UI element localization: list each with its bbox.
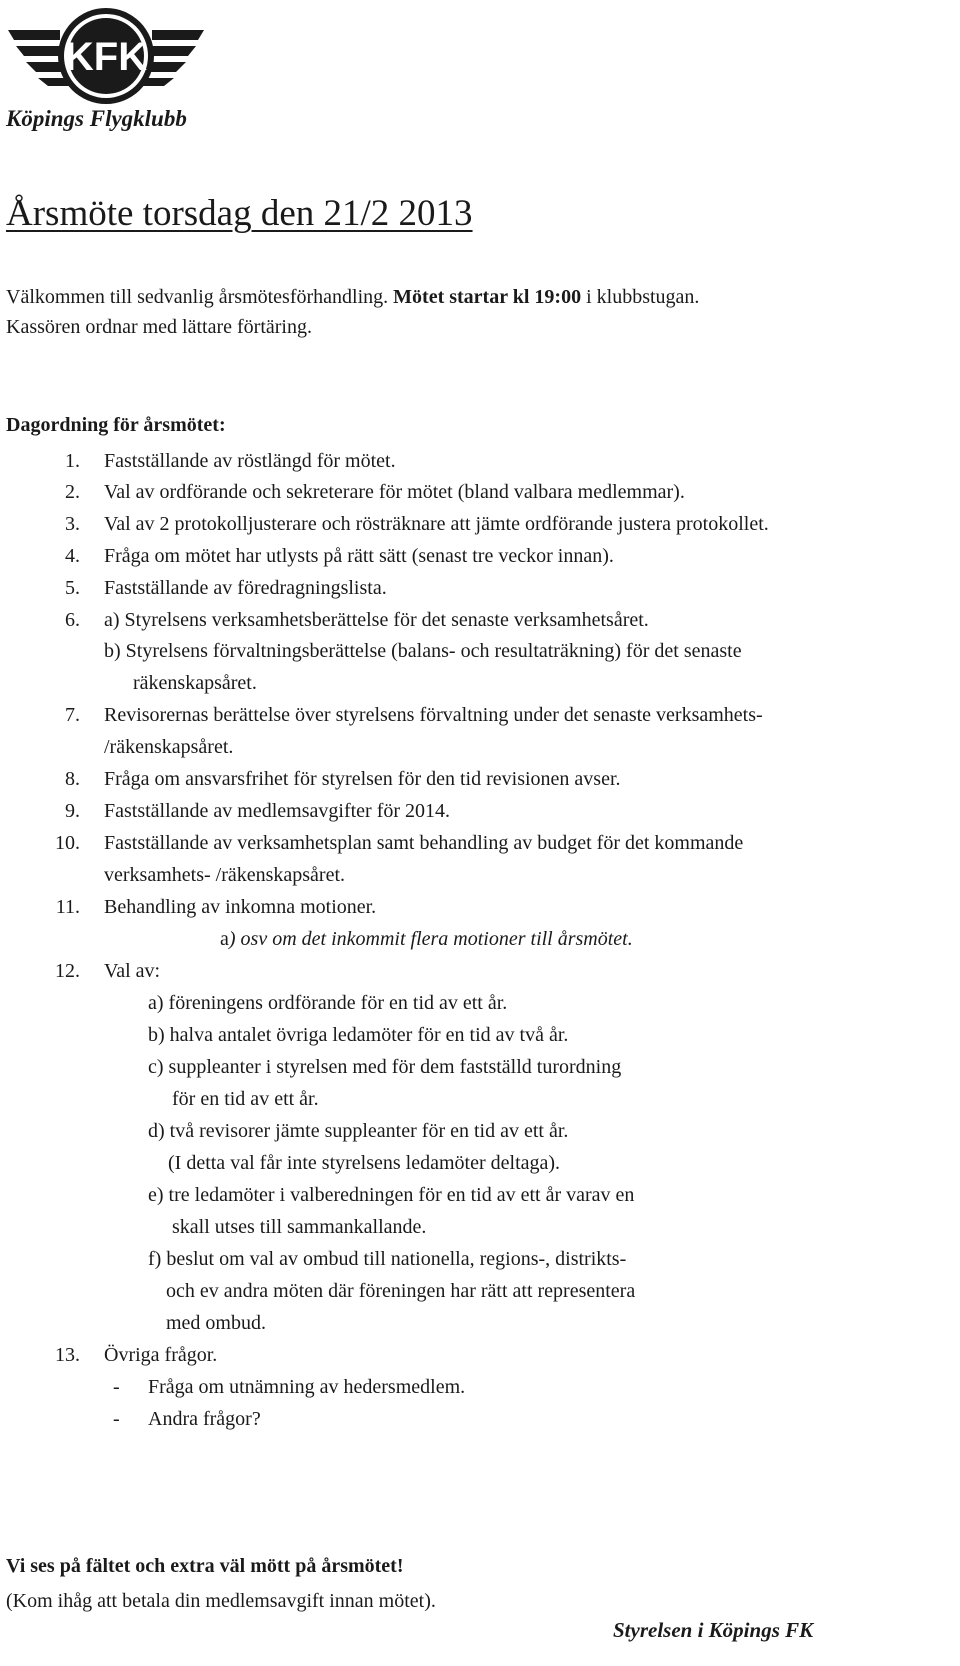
meeting-time: Mötet startar kl 19:00 — [393, 286, 582, 308]
agenda-item-11a — [220, 928, 633, 951]
agenda-item-12c: c) suppleanter i styrelsen med för dem fastställd turordning — [148, 1056, 622, 1078]
agenda-item-7-cont: /räkenskapsåret. — [104, 736, 234, 758]
agenda-item-13-bullet-2: Andra frågor? — [148, 1408, 261, 1430]
agenda-num-2: 2. — [65, 481, 80, 503]
agenda-item-13-bullet-1: Fråga om utnämning av hedersmedlem. — [148, 1376, 466, 1398]
agenda-item-12b: b) halva antalet övriga ledamöter för en tid av två år. — [148, 1024, 569, 1046]
agenda-item-9: Fastställande av medlemsavgifter för 2014. — [104, 800, 451, 822]
agenda-item-13: Övriga frågor. — [104, 1344, 218, 1366]
agenda-num-12: 12. — [55, 960, 80, 982]
agenda-item-12f: f) beslut om val av ombud till nationella, regions-, distrikts- — [148, 1248, 627, 1270]
agenda-item-6a: a) Styrelsens verksamhetsberättelse för det senaste verksamhetsåret. — [104, 609, 649, 631]
agenda-item-12a: a) föreningens ordförande för en tid av ett år. — [148, 992, 508, 1014]
agenda-item-11a-text: ) osv om det inkommit flera motioner till årsmötet. — [228, 928, 633, 950]
agenda-item-6b-cont: räkenskapsåret. — [133, 672, 257, 694]
agenda-item-12e-cont: skall utses till sammankallande. — [172, 1216, 427, 1238]
agenda-num-8: 8. — [65, 768, 80, 790]
intro-line-1 — [6, 286, 699, 309]
closing-line: Vi ses på fältet och extra väl mött på årsmötet! — [6, 1555, 404, 1577]
agenda-num-5: 5. — [65, 577, 80, 599]
agenda-item-11a-prefix: a — [220, 928, 229, 950]
agenda-item-5: Fastställande av föredragningslista. — [104, 577, 387, 599]
agenda-item-10-cont: verksamhets- /räkenskapsåret. — [104, 864, 346, 886]
club-logo-icon — [4, 4, 208, 108]
agenda-title: Dagordning för årsmötet: — [6, 414, 226, 436]
agenda-item-12: Val av: — [104, 960, 161, 982]
agenda-num-9: 9. — [65, 800, 80, 822]
club-name: Köpings Flygklubb — [6, 106, 187, 131]
agenda-num-13: 13. — [55, 1344, 80, 1366]
agenda-num-3: 3. — [65, 513, 80, 535]
agenda-item-3: Val av 2 protokolljusterare och rösträknare att jämte ordförande justera protokollet. — [104, 513, 769, 535]
agenda-num-11: 11. — [55, 896, 80, 918]
agenda-item-12e: e) tre ledamöter i valberedningen för en tid av ett år varav en — [148, 1184, 635, 1206]
agenda-item-12d: d) två revisorer jämte suppleanter för en tid av ett år. — [148, 1120, 569, 1142]
agenda-item-8: Fråga om ansvarsfrihet för styrelsen för den tid revisionen avser. — [104, 768, 621, 790]
agenda-num-1: 1. — [65, 450, 80, 472]
logo-lettering: KFK — [64, 35, 148, 79]
agenda-item-6b: b) Styrelsens förvaltningsberättelse (balans- och resultaträkning) för det senaste — [104, 640, 742, 662]
agenda-num-7: 7. — [65, 704, 80, 726]
agenda-num-10: 10. — [55, 832, 80, 854]
bullet-dash: - — [113, 1408, 120, 1430]
agenda-item-7: Revisorernas berättelse över styrelsens förvaltning under det senaste verksamhets- — [104, 704, 763, 726]
page-title: Årsmöte torsdag den 21/2 2013 — [6, 193, 473, 234]
agenda-item-12c-cont: för en tid av ett år. — [172, 1088, 319, 1110]
intro-line-2: Kassören ordnar med lättare förtäring. — [6, 316, 312, 338]
agenda-item-12f-cont-2: med ombud. — [166, 1312, 266, 1334]
agenda-item-11: Behandling av inkomna motioner. — [104, 896, 377, 918]
agenda-item-10: Fastställande av verksamhetsplan samt behandling av budget för det kommande — [104, 832, 744, 854]
intro-text-a: Välkommen till sedvanlig årsmötesförhandling. — [6, 286, 394, 308]
agenda-item-12f-cont-1: och ev andra möten där föreningen har rätt att representera — [166, 1280, 636, 1302]
agenda-item-4: Fråga om mötet har utlysts på rätt sätt (senast tre veckor innan). — [104, 545, 614, 567]
agenda-num-6: 6. — [65, 609, 80, 631]
intro-text-c: i klubbstugan. — [581, 286, 700, 308]
bullet-dash: - — [113, 1376, 120, 1398]
fee-reminder: (Kom ihåg att betala din medlemsavgift innan mötet). — [6, 1590, 436, 1612]
agenda-item-1: Fastställande av röstlängd för mötet. — [104, 450, 396, 472]
agenda-item-12d-cont: (I detta val får inte styrelsens ledamöter deltaga). — [168, 1152, 561, 1174]
signature: Styrelsen i Köpings FK — [613, 1618, 814, 1642]
agenda-num-4: 4. — [65, 545, 80, 567]
agenda-item-2: Val av ordförande och sekreterare för mötet (bland valbara medlemmar). — [104, 481, 685, 503]
